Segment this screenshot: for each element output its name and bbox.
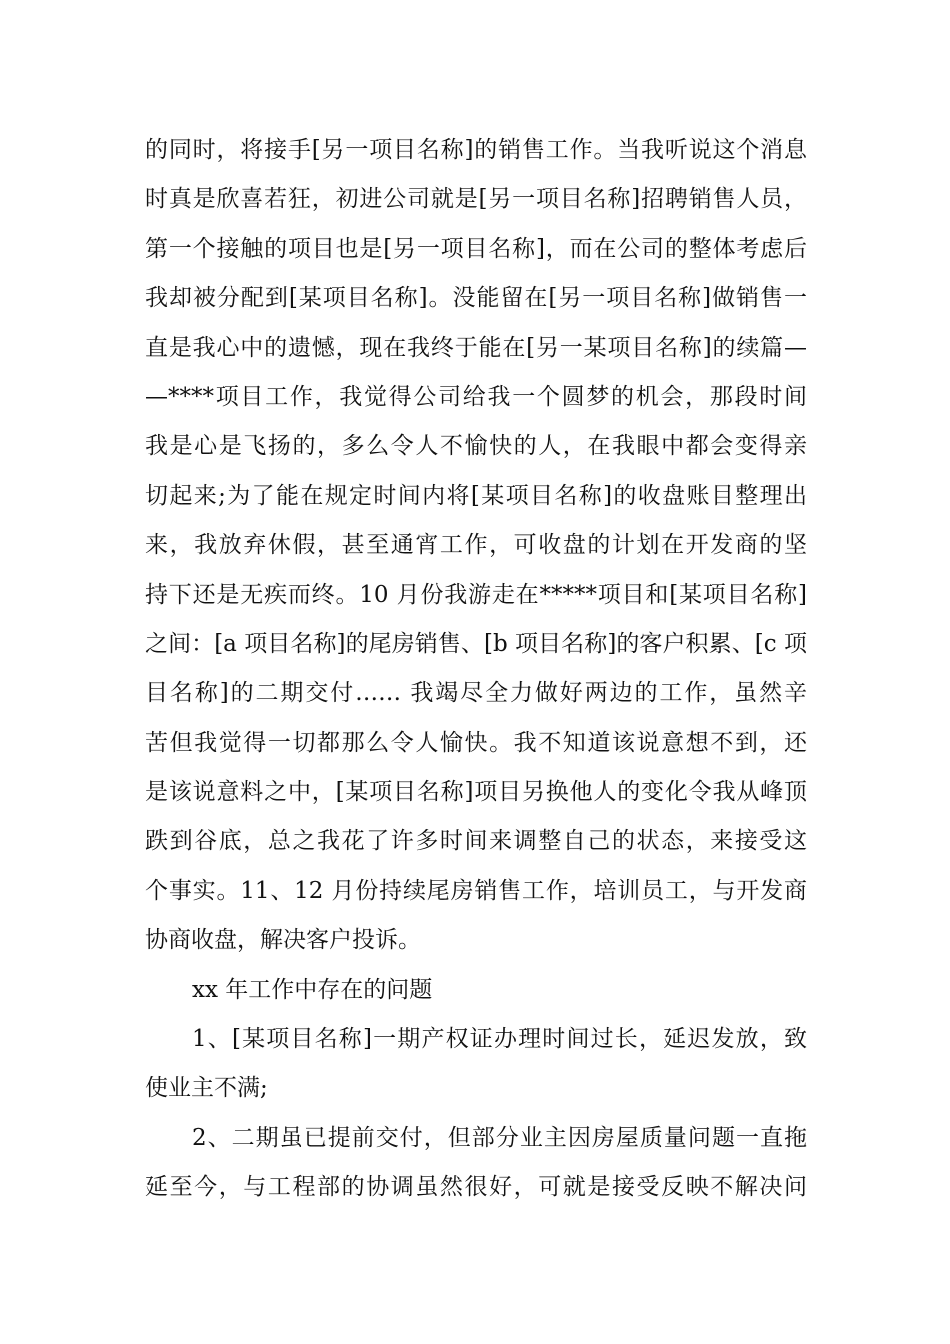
body-line-last: 协商收盘，解决客户投诉。 — [145, 927, 421, 954]
body-line: 个事实。11、12 月份持续尾房销售工作，培训员工，与开发商 — [145, 877, 807, 904]
section-heading: xx 年工作中存在的问题 — [192, 976, 433, 1003]
document-body — [145, 126, 807, 1213]
body-line: 我是心是飞扬的，多么令人不愉快的人，在我眼中都会变得亲 — [145, 433, 807, 460]
body-line: 第一个接触的项目也是[另一项目名称]，而在公司的整体考虑后 — [145, 235, 807, 262]
list-item-2-line: 延至今，与工程部的协调虽然很好，可就是接受反映不解决问 — [145, 1174, 807, 1201]
body-line: 苦但我觉得一切都那么令人愉快。我不知道该说意想不到，还 — [145, 729, 807, 756]
body-line: —****项目工作，我觉得公司给我一个圆梦的机会，那段时间 — [145, 383, 807, 410]
body-line: 之间：[a 项目名称]的尾房销售、[b 项目名称]的客户积累、[c 项 — [145, 630, 807, 657]
body-line: 跌到谷底，总之我花了许多时间来调整自己的状态，来接受这 — [145, 828, 807, 855]
body-line: 持下还是无疾而终。10 月份我游走在*****项目和[某项目名称] — [145, 581, 807, 608]
body-line: 目名称]的二期交付…… 我竭尽全力做好两边的工作，虽然辛 — [145, 680, 807, 707]
list-item-1-line-last: 使业主不满; — [145, 1075, 268, 1102]
list-item-2-line: 2、二期虽已提前交付，但部分业主因房屋质量问题一直拖 — [192, 1124, 807, 1151]
body-line: 切起来;为了能在规定时间内将[某项目名称]的收盘账目整理出 — [145, 482, 807, 509]
body-line: 是该说意料之中，[某项目名称]项目另换他人的变化令我从峰顶 — [145, 779, 807, 806]
body-line: 的同时，将接手[另一项目名称]的销售工作。当我听说这个消息 — [145, 137, 807, 163]
body-line: 直是我心中的遗憾，现在我终于能在[另一某项目名称]的续篇— — [145, 334, 807, 361]
body-line: 来，我放弃休假，甚至通宵工作，可收盘的计划在开发商的坚 — [145, 532, 807, 559]
list-item-1-line: 1、[某项目名称]一期产权证办理时间过长，延迟发放，致 — [192, 1026, 807, 1053]
body-line: 时真是欣喜若狂，初进公司就是[另一项目名称]招聘销售人员， — [145, 186, 807, 213]
body-line: 我却被分配到[某项目名称]。没能留在[另一项目名称]做销售一 — [145, 285, 807, 312]
